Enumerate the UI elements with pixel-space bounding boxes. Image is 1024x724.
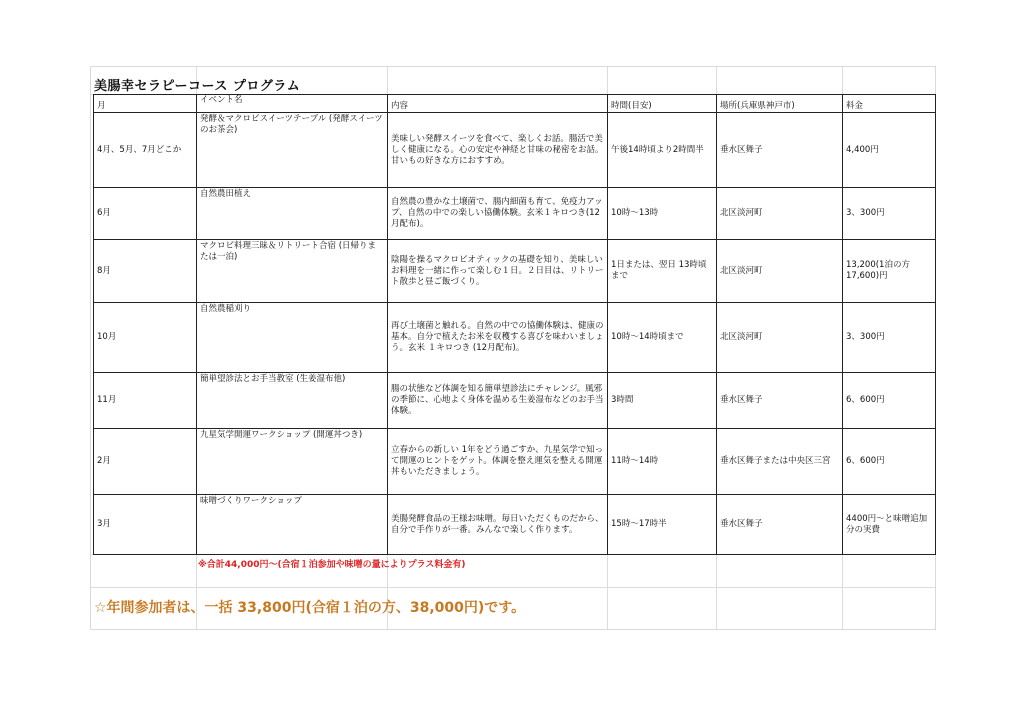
cell-time: 10時～13時 — [608, 188, 717, 240]
cell-fee: 13,200(1泊の方17,600)円 — [843, 240, 936, 303]
table-row — [94, 495, 936, 555]
cell-month: 6月 — [94, 188, 197, 240]
cell-event: 自然農稲刈り — [197, 303, 388, 373]
cell-event: マクロビ料理三昧＆リトリート合宿 (日帰りまたは一泊) — [197, 240, 388, 303]
cell-fee: 6、600円 — [843, 429, 936, 495]
cell-time: 11時～14時 — [608, 429, 717, 495]
cell-place: 垂水区舞子または中央区三宮 — [717, 429, 843, 495]
cell-month: 4月、5月、7月どこか — [94, 113, 197, 188]
cell-fee: 3、300円 — [843, 188, 936, 240]
page-title: 美腸幸セラピーコース プログラム — [94, 79, 301, 94]
cell-fee: 4400円～と味噌追加分の実費 — [843, 495, 936, 555]
cell-time: 3時間 — [608, 373, 717, 429]
header-fee: 料金 — [843, 95, 936, 113]
cell-event: 九星気学開運ワークショップ (開運丼つき) — [197, 429, 388, 495]
cell-place: 垂水区舞子 — [717, 113, 843, 188]
cell-time: 10時～14時頃まで — [608, 303, 717, 373]
program-table — [93, 94, 936, 555]
cell-month: 10月 — [94, 303, 197, 373]
cell-content: 自然農の豊かな土壌菌で、腸内細菌も育て、免疫力アップ、自然の中での楽しい協働体験。玄米１キロつき(12月配布)。 — [388, 188, 608, 240]
annual-fee-note: ☆年間参加者は、一括 33,800円(合宿１泊の方、38,000円)です。 — [94, 600, 526, 616]
cell-month: 2月 — [94, 429, 197, 495]
header-month: 月 — [94, 95, 197, 113]
cell-place: 北区淡河町 — [717, 303, 843, 373]
header-time: 時間(目安) — [608, 95, 717, 113]
cell-fee: 4,400円 — [843, 113, 936, 188]
cell-time: 午後14時頃より2時間半 — [608, 113, 717, 188]
cell-content: 立春からの新しい 1年をどう過ごすか、九星気学で知って開運のヒントをゲット。体調を整え運気を整える開運丼もいただきましょう。 — [388, 429, 608, 495]
cell-content: 腸の状態など体調を知る簡単望診法にチャレンジ。風邪の季節に、心地よく身体を温める生姜湿布などのお手当体験。 — [388, 373, 608, 429]
table-row — [94, 429, 936, 495]
table-row — [94, 240, 936, 303]
cell-place: 北区淡河町 — [717, 240, 843, 303]
header-content: 内容 — [388, 95, 608, 113]
cell-place: 垂水区舞子 — [717, 373, 843, 429]
cell-fee: 3、300円 — [843, 303, 936, 373]
cell-fee: 6、600円 — [843, 373, 936, 429]
cell-month: 8月 — [94, 240, 197, 303]
header-event: イベント名 — [197, 95, 388, 113]
cell-content: 美腸発酵食品の王様お味噌。毎日いただくものだから、自分で手作りが一番。みんなで楽しく作ります。 — [388, 495, 608, 555]
cell-place: 北区淡河町 — [717, 188, 843, 240]
cell-content: 美味しい発酵スイーツを食べて、楽しくお話。腸活で美しく健康になる。心の安定や神経と甘味の秘密をお話。甘いもの好きな方におすすめ。 — [388, 113, 608, 188]
cell-month: 3月 — [94, 495, 197, 555]
cell-month: 11月 — [94, 373, 197, 429]
cell-place: 垂水区舞子 — [717, 495, 843, 555]
cell-event: 味噌づくりワークショップ — [197, 495, 388, 555]
cell-time: 1日または、翌日 13時頃まで — [608, 240, 717, 303]
table-row — [94, 188, 936, 240]
cell-time: 15時～17時半 — [608, 495, 717, 555]
total-fee-note: ※合計44,000円～(合宿１泊参加や味噌の量によりプラス料金有) — [198, 560, 466, 570]
table-row — [94, 113, 936, 188]
header-place: 場所(兵庫県神戸市) — [717, 95, 843, 113]
cell-event: 発酵＆マクロビスイーツテーブル (発酵スイーツのお茶会) — [197, 113, 388, 188]
cell-event: 自然農田植え — [197, 188, 388, 240]
table-row — [94, 373, 936, 429]
cell-content: 陰陽を操るマクロビオティックの基礎を知り、美味しいお料理を一緒に作って楽しむ１日。２日目は、リトリート散歩と昼ご飯づくり。 — [388, 240, 608, 303]
table-row — [94, 303, 936, 373]
cell-content: 再び土壌菌と触れる。自然の中での協働体験は、健康の基本。自分で植えたお米を収穫する喜びを味わいましょう。玄米 １キロつき (12月配布)。 — [388, 303, 608, 373]
gridline-horizontal — [91, 587, 935, 588]
table-header-row — [94, 95, 936, 113]
cell-event: 簡単望診法とお手当教室 (生姜湿布他) — [197, 373, 388, 429]
spreadsheet-page — [90, 66, 936, 630]
